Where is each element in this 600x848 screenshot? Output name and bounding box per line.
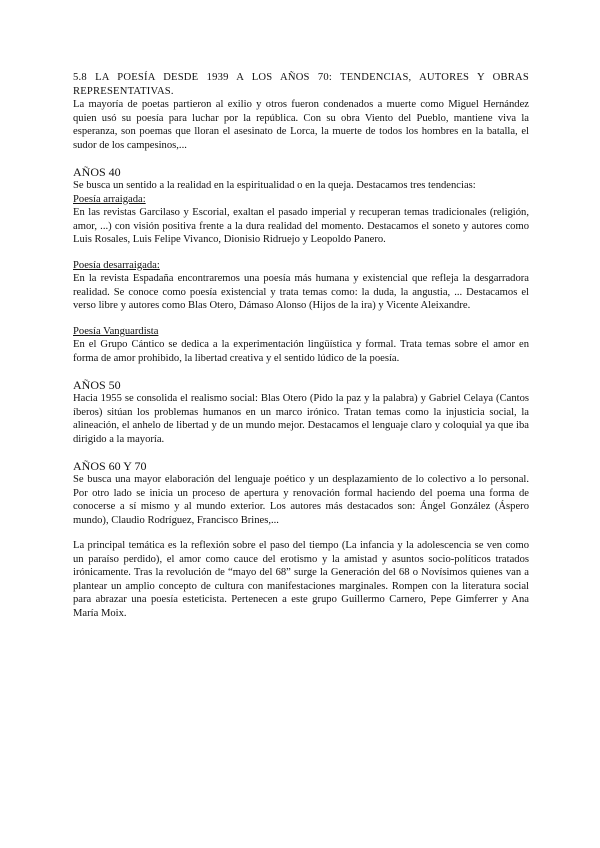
spacer <box>73 446 529 459</box>
section-heading-60s-70s: AÑOS 60 Y 70 <box>73 459 147 473</box>
intro-paragraph: La mayoría de poetas partieron al exilio y otros fueron condenados a muerte como Miguel Hernández quien usó su poesía para luchar por la república. Con su obra Viento del Pueblo, mantiene viva la esperanza, son poemas que lloran el asesinato de Lorca, la muerte de todos los hombres en la batalla, el sudor de los campesinos,... <box>73 99 529 151</box>
vanguardista-paragraph: En el Grupo Cántico se dedica a la experimentación lingüística y formal. Trata temas sobre el amor en forma de amor prohibido, la libertad creativa y el sentido lúdico de la poesía. <box>73 339 529 364</box>
spacer <box>73 152 529 165</box>
subheading-vanguardista: Poesía Vanguardista <box>73 325 159 337</box>
spacer <box>73 527 529 539</box>
subheading-desarraigada: Poesía desarraigada: <box>73 259 160 271</box>
desarraigada-paragraph: En la revista Espadaña encontraremos una poesía más humana y existencial que refleja la desgarradora realidad. Se conoce como poesía existencial y trata temas como: la duda, la angustia, ... Destacamos el verso libre y autores como Blas Otero, Dámaso Alonso (Hijos de la ira) y Vicente Aleixandre. <box>73 273 529 311</box>
section-60s-paragraph-2: La principal temática es la reflexión sobre el paso del tiempo (La infancia y la adolescencia se ven como un paraíso perdido), el amor como cauce del erotismo y la amistad y asuntos socio-políticos tratados irónicamente. Tras la revolución de “mayo del 68” surge la Generación del 68 o Novísimos quienes van a plantear un amplio concepto de cultura con manifestaciones marginales. Rompen con la literatura social para abrazar una poesía esteticista. Pertenecen a este grupo Guillermo Carnero, Pepe Gimferrer y Ana María Moix. <box>73 540 529 619</box>
section-40s-intro: Se busca un sentido a la realidad en la espiritualidad o en la queja. Destacamos tres tendencias: <box>73 180 476 191</box>
document-body <box>73 71 529 620</box>
section-60s-paragraph-1: Se busca una mayor elaboración del lenguaje poético y un desplazamiento de lo colectivo a lo personal. Por otro lado se inicia un proceso de apertura y renovación formal haciendo del poema una forma de conocerse a sí mismo y al mundo exterior. Los autores más destacados son: Ángel González (Áspero mundo), Claudio Rodríguez, Francisco Brines,... <box>73 474 529 526</box>
subheading-arraigada: Poesía arraigada: <box>73 193 146 205</box>
spacer <box>73 247 529 259</box>
arraigada-paragraph: En las revistas Garcilaso y Escorial, exaltan el pasado imperial y recuperan temas tradicionales (religión, amor, ...) con visión positiva frente a la dura realidad del momento. Destacamos el soneto y autores como Luis Rosales, Luis Felipe Vivanco, Dionisio Ridruejo y Leopoldo Panero. <box>73 207 529 245</box>
document-title: 5.8 LA POESÍA DESDE 1939 A LOS AÑOS 70: TENDENCIAS, AUTORES Y OBRAS REPRESENTATIVAS. <box>73 72 529 97</box>
section-heading-50s: AÑOS 50 <box>73 378 121 392</box>
spacer <box>73 313 529 325</box>
section-50s-paragraph: Hacia 1955 se consolida el realismo social: Blas Otero (Pido la paz y la palabra) y Gabriel Celaya (Cantos íberos) sitúan los problemas humanos en un marco irónico. Tratan temas como la injusticia social, la alineación, el anhelo de libertad y de un mundo mejor. Destacamos el lenguaje claro y coloquial ya que iba dirigido a la mayoría. <box>73 393 529 445</box>
section-heading-40s: AÑOS 40 <box>73 165 121 179</box>
spacer <box>73 365 529 378</box>
